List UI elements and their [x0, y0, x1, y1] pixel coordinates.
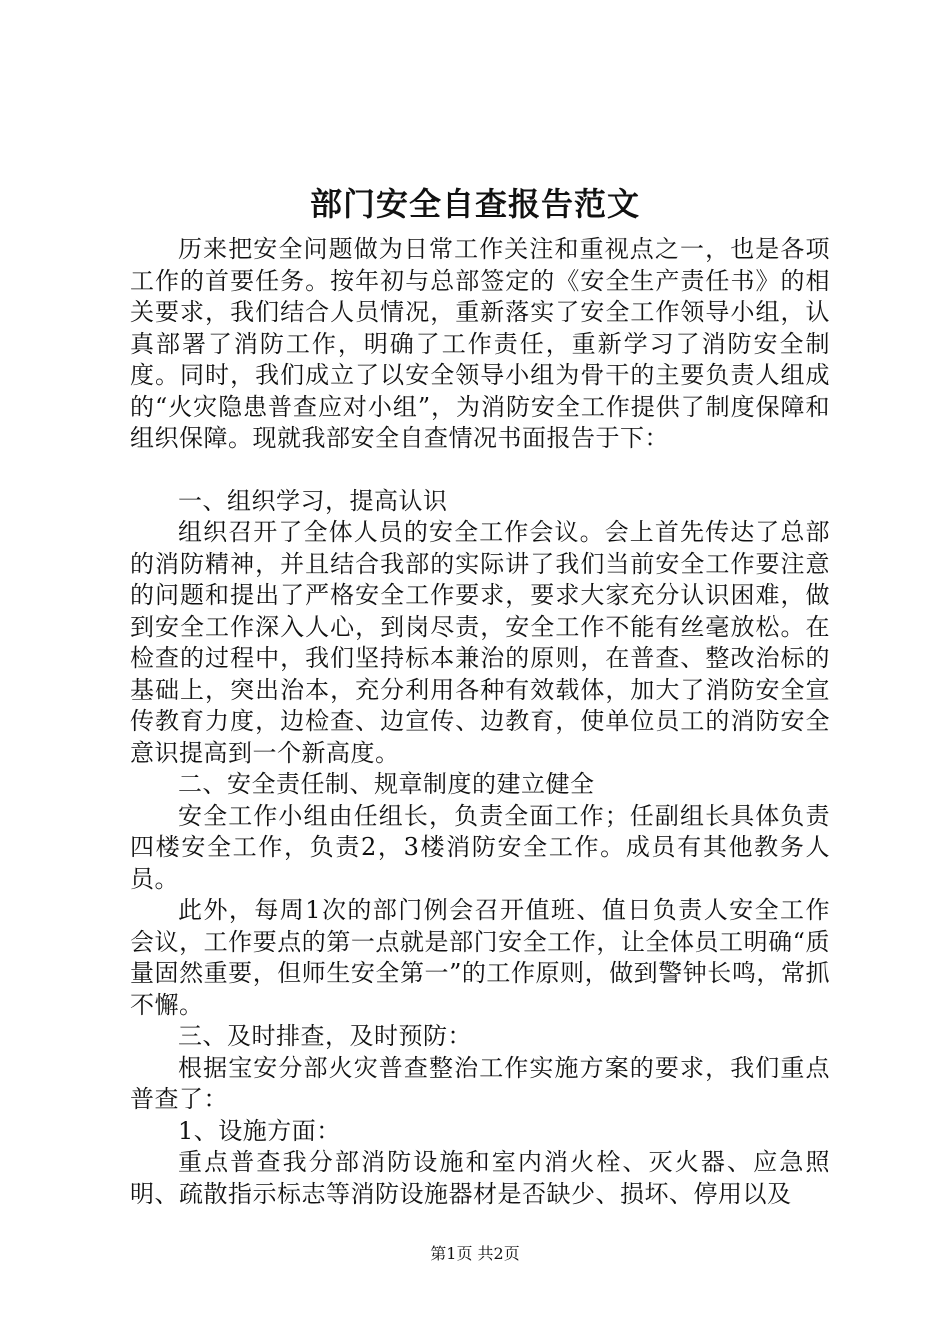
section-2-paragraph-1: 安全工作小组由任组长，负责全面工作；任副组长具体负责四楼安全工作，负责2，3楼消防安全工作。成员有其他教务人员。	[130, 801, 830, 893]
section-3-paragraph: 根据宝安分部火灾普查整治工作实施方案的要求，我们重点普查了：	[130, 1053, 830, 1113]
document-title: 部门安全自查报告范文	[309, 185, 640, 223]
section-heading-1: 一、组织学习，提高认识	[178, 486, 448, 515]
section-2-paragraph-2: 此外，每周1次的部门例会召开值班、值日负责人安全工作会议，工作要点的第一点就是部门安全工作，让全体员工明确“质量固然重要，但师生安全第一”的工作原则，做到警钟长鸣，常抓不懈。	[130, 896, 830, 1019]
section-1-paragraph: 组织召开了全体人员的安全工作会议。会上首先传达了总部的消防精神，并且结合我部的实际讲了我们当前安全工作要注意的问题和提出了严格安全工作要求，要求大家充分认识困难，做到安全工作深入人心，到岗尽责，安全工作不能有丝毫放松。在检查的过程中，我们坚持标本兼治的原则，在普查、整改治标的基础上，突出治本，充分利用各种有效载体，加大了消防安全宣传教育力度，边检查、边宣传、边教育，使单位员工的消防安全意识提高到一个新高度。	[130, 518, 830, 767]
document-body	[130, 234, 830, 1210]
section-heading-3: 三、及时排查，及时预防：	[178, 1022, 472, 1050]
intro-paragraph: 历来把安全问题做为日常工作关注和重视点之一，也是各项工作的首要任务。按年初与总部签定的《安全生产责任书》的相关要求，我们结合人员情况，重新落实了安全工作领导小组，认真部署了消防工作，明确了工作责任，重新学习了消防安全制度。同时，我们成立了以安全领导小组为骨干的主要负责人组成的“火灾隐患普查应对小组”，为消防安全工作提供了制度保障和组织保障。现就我部安全自查情况书面报告于下：	[130, 235, 830, 452]
subsection-heading-facilities: 1、设施方面：	[178, 1116, 341, 1145]
facilities-paragraph: 重点普查我分部消防设施和室内消火栓、灭火器、应急照明、疏散指示标志等消防设施器材是否缺少、损坏、停用以及	[130, 1148, 830, 1208]
section-heading-2: 二、安全责任制、规章制度的建立健全	[178, 770, 595, 798]
page-number: 第1页 共2页	[430, 1244, 520, 1263]
